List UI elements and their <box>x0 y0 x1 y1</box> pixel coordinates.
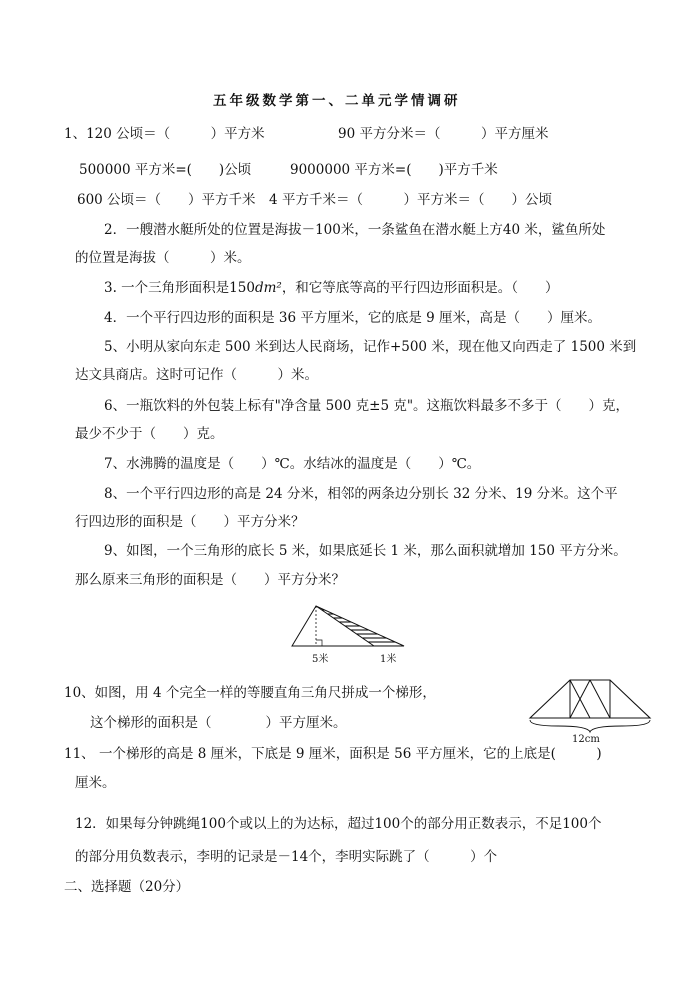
q10-brace <box>530 720 650 732</box>
q5-line-1: 5、小明从家向东走 500 米到达人民商场，记作+500 米，现在他又向西走了 1500 米到 <box>104 339 637 355</box>
q10-trapezoid-figure <box>528 676 662 746</box>
q6-line-2: 最少不少于（ ）克。 <box>75 426 224 442</box>
q3-text-post: ，和它等底等高的平行四边形面积是。（ ） <box>281 280 559 296</box>
page-title: 五年级数学第一、二单元学情调研 <box>213 93 461 109</box>
q12-line-1: 12．如果每分钟跳绳100个或以上的为达标，超过100个的部分用正数表示，不足100个 <box>75 816 602 832</box>
q9-label-5m: 5米 <box>312 654 329 665</box>
q10-line-1: 10、如图，用 4 个完全一样的等腰直角三角尺拼成一个梯形， <box>64 685 436 701</box>
q10-inner-line-4 <box>590 680 610 718</box>
q1-part-e: 600 公顷＝（ ）平方千米 4 平方千米＝（ ）平方米＝（ ）公顷 <box>77 192 552 208</box>
q1-part-c: 500000 平方米=( )公顷 <box>79 162 252 178</box>
q6-line-1: 6、一瓶饮料的外包装上标有"净含量 500 克±5 克"。这瓶饮料最多不多于（ ）克， <box>104 398 630 414</box>
q11-line-2: 厘米。 <box>75 775 116 791</box>
q1-part-b: 90 平方分米＝（ ）平方厘米 <box>338 126 549 142</box>
q5-line-2: 达文具商店。这时可记作（ ）米。 <box>75 367 318 383</box>
q2-line-1: 2．一艘潜水艇所处的位置是海拔－100米，一条鲨鱼在潜水艇上方40 米，鲨鱼所处 <box>104 222 606 238</box>
q9-divider-line <box>316 606 374 646</box>
q11-line-1: 11、 一个梯形的高是 8 厘米，下底是 9 厘米，面积是 56 平方厘米，它的上底是( ) <box>64 746 602 762</box>
q4-line-1: 4．一个平行四边形的面积是 36 平方厘米，它的底是 9 厘米，高是（ ）厘米。 <box>104 310 602 326</box>
q7-line-1: 7、水沸腾的温度是（ ）℃。水结冰的温度是（ ）℃。 <box>104 456 481 472</box>
q8-line-2: 行四边形的面积是（ ）平方分米？ <box>75 514 305 530</box>
q9-label-1m: 1米 <box>380 654 397 665</box>
q3-text-pre: 3. 一个三角形面积是150 <box>104 280 255 296</box>
q12-line-2: 的部分用负数表示，李明的记录是－14个，李明实际跳了（ ）个 <box>75 849 498 865</box>
q10-label-12cm: 12cm <box>572 734 600 745</box>
q9-right-angle-mark <box>316 640 322 646</box>
q9-line-2: 那么原来三角形的面积是（ ）平方分米？ <box>75 572 345 588</box>
q1-part-d: 9000000 平方米=( )平方千米 <box>290 162 498 178</box>
q3-unit: dm² <box>254 280 282 296</box>
q3-line <box>104 279 559 297</box>
section-2-heading: 二、选择题（20分） <box>64 879 190 895</box>
q9-line-1: 9、如图，一个三角形的底长 5 米，如果底延长 1 米，那么面积就增加 150 平方分米。 <box>104 543 627 559</box>
q10-trapezoid-outline <box>530 680 650 718</box>
q9-triangle-figure <box>290 600 410 670</box>
q2-line-2: 的位置是海拔（ ）米。 <box>75 250 251 266</box>
q10-line-2: 这个梯形的面积是（ ）平方厘米。 <box>90 715 347 731</box>
q1-part-a: 1、120 公顷＝（ ）平方米 <box>64 126 265 142</box>
q8-line-1: 8、一个平行四边形的高是 24 分米，相邻的两条边分别长 32 分米、19 分米。这个平 <box>104 486 618 502</box>
